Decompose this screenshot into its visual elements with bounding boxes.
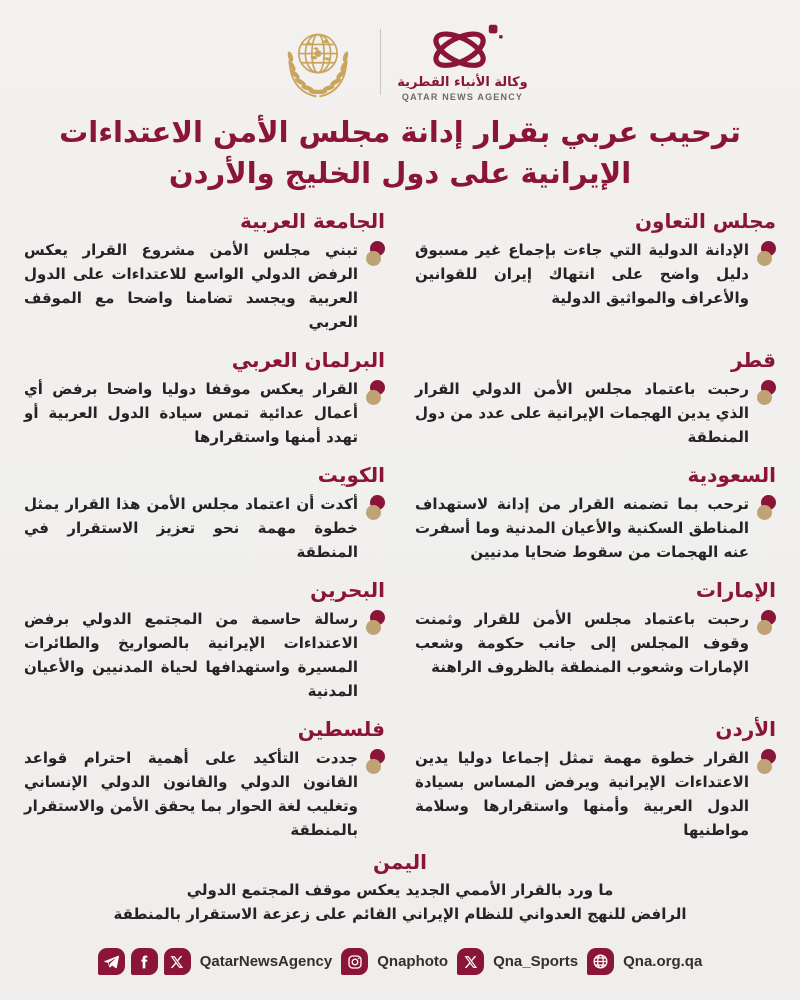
section-body: رسالة حاسمة من المجتمع الدولي برفض الاعتداءات الإيرانية بالصواريخ والطائرات المسيرة واستهدافها لحياة المدنيين والأعيان المدنية (24, 610, 358, 701)
footer-website: Qna.org.qa (623, 953, 703, 971)
section-title: فلسطين (297, 717, 385, 742)
dual-dot-bullet-icon (367, 380, 385, 410)
dual-dot-bullet-icon (367, 241, 385, 271)
title-line-2: الإيرانية على دول الخليج والأردن (168, 155, 632, 190)
section-body: القرار خطوة مهمة تمثل إجماعا دوليا يدين الاعتداءات الإيرانية ويرفض المساس بسيادة الدول العربية وأمنها واستقرارها وسلامة مواطنيها (415, 749, 749, 840)
section-title: الكويت (317, 463, 385, 488)
united-nations-emblem-icon (272, 23, 364, 101)
footer-social-bar (0, 948, 800, 975)
section-title: الجامعة العربية (240, 209, 385, 234)
section-bahrain (24, 578, 385, 703)
section-gcc (415, 209, 776, 334)
section-body: الإدانة الدولية التي جاءت بإجماع غير مسبوق دليل واضح على انتهاك إيران للقوانين والأعراف والمواثيق الدولية (415, 241, 749, 308)
section-body: أكدت أن اعتماد مجلس الأمن هذا القرار يمثل خطوة مهمة نحو تعزيز الاستقرار في المنطقة (24, 495, 358, 562)
x-icon[interactable] (164, 948, 191, 975)
section-title: قطر (730, 348, 776, 373)
section-body-line-1: ما ورد بالقرار الأممي الجديد يعكس موقف المجتمع الدولي (186, 881, 614, 900)
section-body-line-2: الرافض للنهج العدواني للنظام الإيراني القائم على زعزعة الاستقرار بالمنطقة (113, 905, 687, 924)
section-palestine (24, 717, 385, 842)
header (0, 0, 800, 102)
section-jordan (415, 717, 776, 842)
x-icon[interactable] (457, 948, 484, 975)
section-body: جددت التأكيد على أهمية احترام قواعد القانون الدولي والقانون الدولي الإنساني وتغليب لغة الحوار بما يحقق الأمن والاستقرار بالمنطقة (24, 749, 358, 840)
section-arab-parliament (24, 348, 385, 449)
facebook-icon[interactable] (131, 948, 158, 975)
section-body: ترحب بما تضمنه القرار من إدانة لاستهداف المناطق السكنية والأعيان المدنية وما أسفرت عنه الهجمات من سقوط ضحايا مدنيين (415, 495, 749, 562)
section-arab-league (24, 209, 385, 334)
telegram-icon[interactable] (98, 948, 125, 975)
section-title: البرلمان العربي (231, 348, 385, 373)
qna-logo (397, 22, 527, 102)
dual-dot-bullet-icon (758, 241, 776, 271)
content-grid (0, 209, 800, 842)
section-qatar (415, 348, 776, 449)
section-body: رحبت باعتماد مجلس الأمن الدولي القرار الذي يدين الهجمات الإيرانية على عدد من دول المنطقة (415, 380, 749, 447)
dual-dot-bullet-icon (758, 610, 776, 640)
dual-dot-bullet-icon (758, 380, 776, 410)
globe-icon[interactable] (587, 948, 614, 975)
footer-handle-sports: Qna_Sports (493, 953, 579, 971)
footer-handle-main: QatarNewsAgency (199, 953, 333, 971)
page-title (0, 112, 800, 193)
section-uae (415, 578, 776, 703)
instagram-icon[interactable] (341, 948, 368, 975)
qna-name-english: QATAR NEWS AGENCY (401, 92, 524, 103)
section-title: اليمن (373, 850, 427, 875)
dual-dot-bullet-icon (758, 749, 776, 779)
dual-dot-bullet-icon (367, 495, 385, 525)
title-line-1: ترحيب عربي بقرار إدانة مجلس الأمن الاعتداءات (59, 115, 741, 150)
dual-dot-bullet-icon (367, 749, 385, 779)
dual-dot-bullet-icon (758, 495, 776, 525)
qna-mark-icon (420, 22, 506, 74)
section-kuwait (24, 463, 385, 564)
footer-handle-photo: Qnaphoto (377, 953, 449, 971)
qna-name-arabic: وكالة الأنباء القطرية (397, 75, 528, 90)
dual-dot-bullet-icon (367, 610, 385, 640)
section-saudi-arabia (415, 463, 776, 564)
section-body: القرار يعكس موقفا دوليا واضحا برفض أي أعمال عدائية تمس سيادة الدول العربية أو تهدد أمنها واستقرارها (24, 380, 358, 447)
section-title: السعودية (687, 463, 776, 488)
section-title: الأردن (715, 717, 776, 742)
section-title: البحرين (310, 578, 385, 603)
section-title: مجلس التعاون (634, 209, 776, 234)
section-body: رحبت باعتماد مجلس الأمن للقرار وثمنت وقوف المجلس إلى جانب حكومة وشعب الإمارات وشعوب المنطقة بالظروف الراهنة (415, 610, 749, 677)
header-divider (380, 29, 381, 95)
section-title: الإمارات (695, 578, 776, 603)
section-body: تبني مجلس الأمن مشروع القرار يعكس الرفض الدولي الواسع للاعتداءات على الدول العربية ويجسد تضامنا واضحا مع الموقف العربي (24, 241, 358, 332)
section-yemen (0, 850, 800, 926)
